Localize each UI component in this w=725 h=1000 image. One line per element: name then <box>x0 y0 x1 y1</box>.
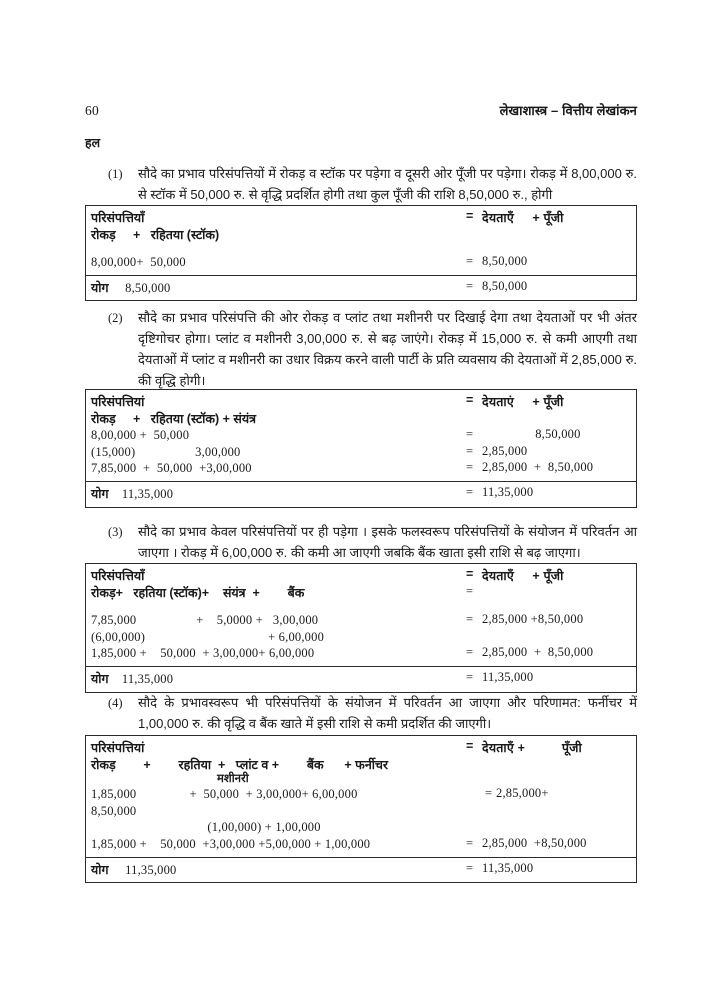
table-1-body <box>86 206 636 275</box>
table-3-total <box>86 666 636 692</box>
assets-header-2: परिसंपत्तियां <box>91 395 145 409</box>
asset-values-2-2: 7,85,000 + 50,000 +3,00,000 <box>91 461 252 476</box>
paragraph-1 <box>108 163 637 205</box>
table-row <box>86 645 636 662</box>
table-row <box>86 279 636 297</box>
equals-sign: = <box>466 567 474 581</box>
asset-values-3-2: 1,85,000 + 50,000 + 3,00,000+ 6,00,000 <box>91 646 315 661</box>
asset-values-4-2: (1,00,000) + 1,00,000 <box>91 820 321 835</box>
item-number-1: (1) <box>108 167 123 181</box>
equals-sign: = <box>466 209 474 223</box>
equation-table-4 <box>85 735 637 883</box>
equals-sign: = <box>484 786 492 800</box>
table-2-body <box>86 390 636 481</box>
right-values-2-1: 2,85,000 <box>482 443 528 458</box>
asset-columns-2: रोकड़ + रहितया (स्टॉक) + संयंत्र <box>91 412 256 426</box>
right-values-2-0: 8,50,000 <box>482 427 581 441</box>
assets-header-4: परिसंपत्तियां <box>91 741 145 755</box>
equals-sign: = <box>466 443 474 458</box>
table-row <box>86 629 636 646</box>
paragraph-4 <box>108 692 637 734</box>
table-row <box>86 861 636 879</box>
equals-sign: = <box>466 278 474 293</box>
equals-sign: = <box>466 860 474 875</box>
asset-values-4-0: 1,85,000 + 50,000 + 3,00,000+ 6,00,000 <box>91 787 358 801</box>
asset-columns-3: रोकड़+ रहतिया (स्टॉक)+ संयंत्र + बैंक <box>91 586 305 600</box>
table-row <box>86 226 636 243</box>
total-left-2: 11,35,000 <box>121 486 174 501</box>
table-row <box>86 803 636 820</box>
total-label-1: योग <box>91 280 109 295</box>
table-row <box>86 393 636 410</box>
item-text-1: सौदे का प्रभाव परिसंपत्तियों में रोकड़ व स्टॉक पर पड़ेगा व दूसरी ओर पूँजी पर पड़ेगा। रोकड़ में 8,00,000 रु. से स्टॉक में 50,000 रु. से वृद्धि प्रदर्शित होगी तथा कुल पूँजी की राशि 8,50,000 रु., होगी <box>138 166 637 203</box>
total-right-1: 8,50,000 <box>482 278 528 293</box>
item-text-3: सौदे का प्रभाव केवल परिसंपत्तियों पर ही पड़ेगा । इसके फलस्वरूप परिसंपत्तियों के संयोजन में परिवर्तन आ जाएगा । रोकड़ में 6,00,000 रु. की कमी आ जाएगी जबकि बैंक खाता इसी राशि से बढ़ जाएगा। <box>138 524 637 561</box>
table-row <box>86 567 636 584</box>
total-right-2: 11,35,000 <box>482 484 534 499</box>
table-3-body <box>86 564 636 666</box>
equals-sign: = <box>466 393 474 407</box>
liabilities-capital-header-1: देयताएँ + पूँजी <box>482 211 564 225</box>
right-values-1-0: 8,50,000 <box>482 254 528 268</box>
table-row <box>86 756 636 786</box>
table-row <box>86 460 636 477</box>
total-right-3: 11,35,000 <box>482 669 534 684</box>
table-row <box>86 209 636 226</box>
total-left-1: 8,50,000 <box>125 280 171 295</box>
equals-sign: = <box>466 584 474 598</box>
liabilities-capital-header-4: देयताएँ + पूँजी <box>482 741 582 755</box>
equation-table-1 <box>85 205 637 301</box>
item-text-4: सौदे के प्रभावस्वरूप भी परिसंपत्तियों के संयोजन में परिवर्तन आ जाएगा और परिणामत: फर्नीचर में 1,00,000 रु. की वृद्धि व बैंक खाते में इसी राशि से कमी प्रदर्शित की जाएगी। <box>138 695 637 732</box>
total-label-2: योग <box>91 486 109 501</box>
item-number-2: (2) <box>108 311 123 325</box>
solution-label: हल <box>85 136 101 150</box>
asset-values-2-1: (15,000) 3,00,000 <box>91 444 241 459</box>
equals-sign: = <box>466 484 474 499</box>
asset-values-3-1: (6,00,000) + 6,00,000 <box>91 629 325 644</box>
page-number: 60 <box>85 103 100 118</box>
table-row <box>86 254 636 271</box>
item-text-2: सौदे का प्रभाव परिसंपत्ति की ओर रोकड़ व प्लांट तथा मशीनरी पर दिखाई देगा तथा देयताओं पर भी अंतर दृष्टिगोचर होगा। प्लांट व मशीनरी 3,00,000 रु. से बढ़ जाएंगे। रोकड़ में 15,000 रु. से कमी आएगी तथा देयताओं में प्लांट व मशीनरी का उधार विक्रय करने वाली पार्टी के प्रति व्यवसाय की देयताओं में 2,85,000 रु. की वृद्धि होगी। <box>138 310 637 389</box>
equation-table-3 <box>85 563 637 693</box>
table-row <box>86 836 636 853</box>
asset-values-2-0: 8,00,000 + 50,000 <box>91 428 190 442</box>
equation-table-2 <box>85 389 637 508</box>
asset-columns-4-line2: मशीनरी <box>217 773 249 785</box>
asset-values-1-0: 8,00,000+ 50,000 <box>91 255 186 269</box>
liabilities-capital-header-2: देयताएं + पूँजी <box>482 395 564 409</box>
paragraph-2 <box>108 307 637 391</box>
asset-values-4-1: 8,50,000 <box>91 803 137 818</box>
table-row <box>86 739 636 756</box>
table-2-total <box>86 481 636 507</box>
row-spacer <box>86 601 636 612</box>
item-number-3: (3) <box>108 525 123 539</box>
equals-sign: = <box>466 612 474 626</box>
equals-sign: = <box>466 427 474 441</box>
table-row <box>86 427 636 444</box>
equals-sign: = <box>466 739 474 753</box>
liabilities-capital-header-3: देयताएँ + पूँजी <box>482 569 564 583</box>
equals-sign: = <box>466 460 474 475</box>
total-label-3: योग <box>91 671 109 686</box>
equals-sign: = <box>466 254 474 268</box>
table-row <box>86 819 636 836</box>
right-values-3-0: 2,85,000 +8,50,000 <box>482 612 584 626</box>
assets-header-1: परिसंपत्तियाँ <box>91 211 145 225</box>
equals-sign: = <box>466 669 474 684</box>
table-4-body <box>86 736 636 857</box>
table-row <box>86 410 636 427</box>
table-4-total <box>86 857 636 883</box>
total-left-4: 11,35,000 <box>125 862 177 877</box>
table-row <box>86 786 636 803</box>
total-right-4: 11,35,000 <box>482 860 534 875</box>
table-row <box>86 612 636 629</box>
table-row <box>86 584 636 601</box>
right-values-4-3: 2,85,000 +8,50,000 <box>482 835 587 850</box>
right-values-3-2: 2,85,000 + 8,50,000 <box>482 645 594 660</box>
table-row <box>86 670 636 688</box>
total-left-3: 11,35,000 <box>121 671 174 686</box>
table-1-total <box>86 275 636 301</box>
right-values-2-2: 2,85,000 + 8,50,000 <box>482 460 594 475</box>
equals-sign: = <box>466 835 474 850</box>
asset-columns-4: रोकड़ + रहतिया + प्लांट व + बैंक + फर्नीचर <box>91 758 389 772</box>
assets-header-3: परिसंपत्तियाँ <box>91 569 145 583</box>
item-number-4: (4) <box>108 696 123 710</box>
right-values-4-0: 2,85,000+ <box>496 786 549 800</box>
asset-columns-1: रोकड़ + रहितया (स्टॉक) <box>91 228 220 242</box>
running-head <box>85 101 637 119</box>
table-row <box>86 485 636 503</box>
row-spacer <box>86 243 636 254</box>
asset-values-4-3: 1,85,000 + 50,000 +3,00,000 +5,00,000 + 1,00,000 <box>91 836 371 851</box>
table-row <box>86 444 636 461</box>
book-title: लेखाशास्त्र – वित्तीय लेखांकन <box>499 103 637 118</box>
paragraph-3 <box>108 521 637 563</box>
equals-sign: = <box>466 645 474 660</box>
total-label-4: योग <box>91 862 109 877</box>
asset-values-3-0: 7,85,000 + 5,0000 + 3,00,000 <box>91 613 319 627</box>
